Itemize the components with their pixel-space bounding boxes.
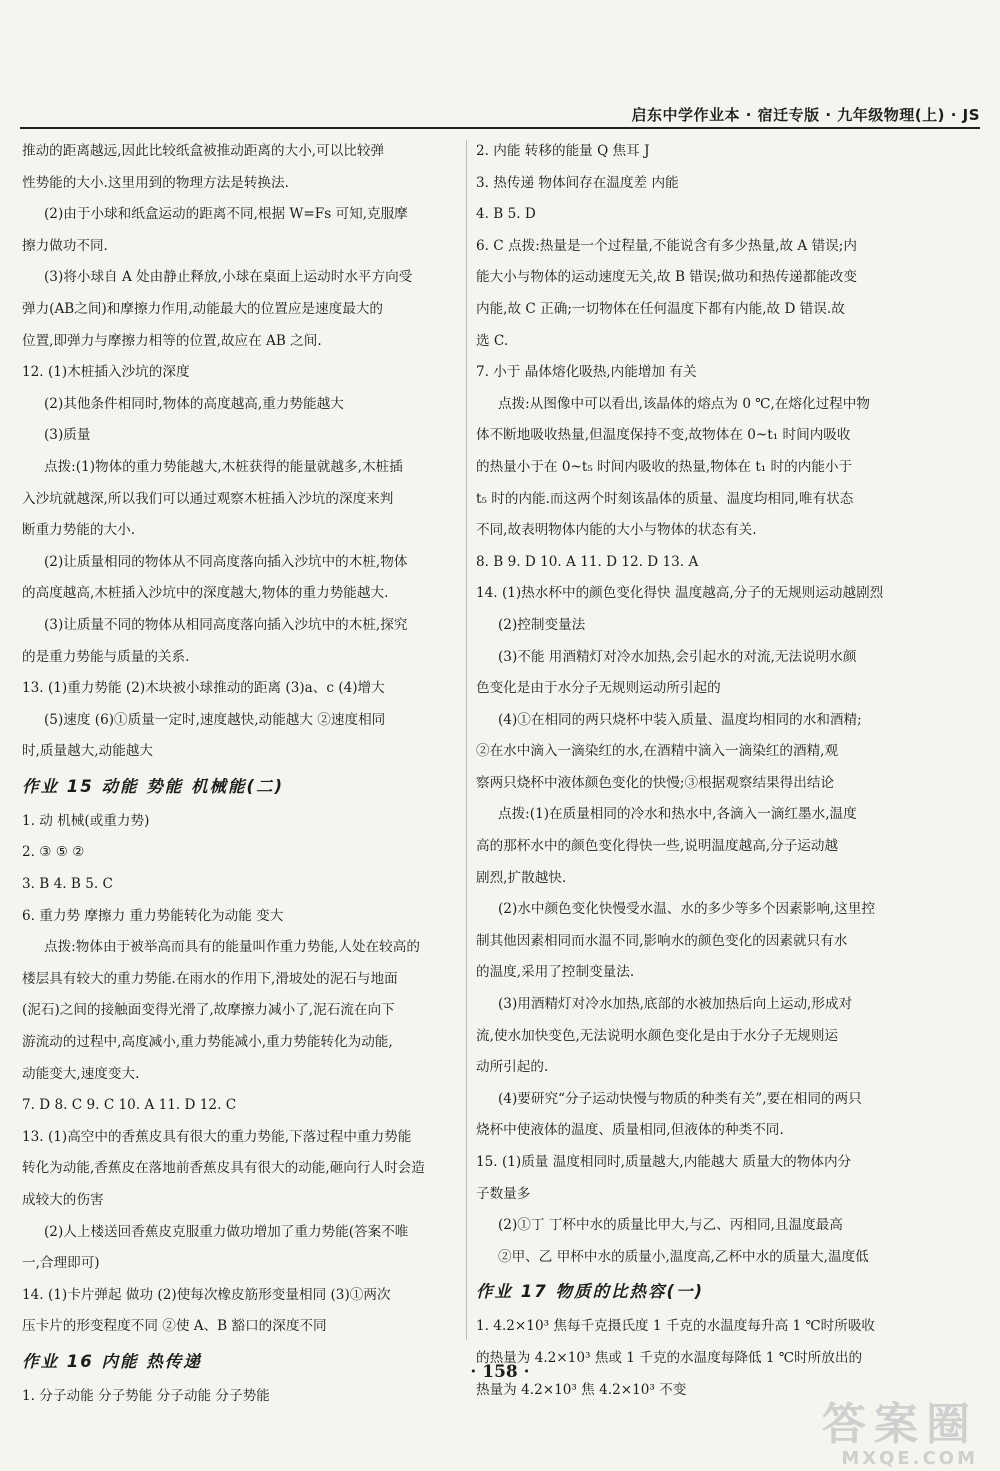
right-text-line: 流,使水加快变色,无法说明水颜色变化是由于水分子无规则运 [476, 1027, 839, 1044]
header-rule [20, 127, 980, 129]
right-text-line: t₅ 时的内能.而这两个时刻该晶体的质量、温度均相同,唯有状态 [476, 490, 854, 507]
left-text-line: 2. ③ ⑤ ② [22, 844, 85, 861]
left-text-line: 游流动的过程中,高度减小,重力势能减小,重力势能转化为动能, [22, 1034, 393, 1051]
right-text-line: 的温度,采用了控制变量法. [476, 964, 635, 981]
right-text-line: 烧杯中使液体的温度、质量相同,但液体的种类不同. [476, 1122, 784, 1139]
right-section-heading: 作业 17 物质的比热容(一) [476, 1282, 705, 1302]
watermark-main: 答案圈 [822, 1399, 978, 1450]
right-text-line: ②在水中滴入一滴染红的水,在酒精中滴入一滴染红的酒精,观 [476, 743, 839, 760]
right-text-line: 的热量为 4.2×10³ 焦或 1 千克的水温度每降低 1 ℃时所放出的 [476, 1349, 863, 1366]
right-text-line: 14. (1)热水杯中的颜色变化得快 温度越高,分子的无规则运动越剧烈 [476, 585, 884, 602]
right-text-line: 能大小与物体的运动速度无关,故 B 错误;做功和热传递都能改变 [476, 269, 857, 286]
right-text-line: 剧烈,扩散越快. [476, 869, 567, 886]
right-text-line: (2)①丁 丁杯中水的质量比甲大,与乙、丙相同,且温度最高 [498, 1217, 843, 1234]
left-text-line: (2)其他条件相同时,物体的高度越高,重力势能越大 [44, 395, 344, 412]
left-text-line: (5)速度 (6)①质量一定时,速度越快,动能越大 ②速度相同 [44, 711, 386, 728]
left-text-line: (2)让质量相同的物体从不同高度落向插入沙坑中的木桩,物体 [44, 553, 408, 570]
left-text-line: 断重力势能的大小. [22, 522, 136, 539]
left-text-line: 1. 动 机械(或重力势) [22, 812, 150, 829]
right-text-line: 8. B 9. D 10. A 11. D 12. D 13. A [476, 553, 699, 570]
right-text-line: 7. 小于 晶体熔化吸热,内能增加 有关 [476, 364, 697, 381]
right-text-line: 高的那杯水中的颜色变化得快一些,说明温度越高,分子运动越 [476, 838, 839, 855]
left-text-line: 14. (1)卡片弹起 做功 (2)使每次橡皮筋形变量相同 (3)①两次 [22, 1286, 391, 1303]
left-text-line: (泥石)之间的接触面变得光滑了,故摩擦力减小了,泥石流在向下 [22, 1002, 395, 1019]
right-text-line: 内能,故 C 正确;一切物体在任何温度下都有内能,故 D 错误.故 [476, 300, 845, 317]
left-section-heading: 作业 15 动能 势能 机械能(二) [22, 776, 285, 796]
left-text-line: (3)将小球自 A 处由静止释放,小球在桌面上运动时水平方向受 [44, 269, 413, 286]
left-text-line: 1. 分子动能 分子势能 分子动能 分子势能 [22, 1387, 270, 1404]
left-text-line: 12. (1)木桩插入沙坑的深度 [22, 364, 190, 381]
right-text-line: 体不断地吸收热量,但温度保持不变,故物体在 0~t₁ 时间内吸收 [476, 427, 851, 444]
right-text-line: 2. 内能 转移的能量 Q 焦耳 J [476, 143, 650, 159]
right-text-line: 的热量小于在 0~t₅ 时间内吸收的热量,物体在 t₁ 时的内能小于 [476, 458, 853, 475]
left-text-line: 楼层具有较大的重力势能.在雨水的作用下,滑坡处的泥石与地面 [22, 970, 398, 987]
right-text-line: 色变化是由于水分子无规则运动所引起的 [476, 680, 721, 697]
left-text-line: (3)质量 [44, 427, 91, 444]
right-text-line: 热量为 4.2×10³ 焦 4.2×10³ 不变 [476, 1381, 687, 1398]
right-text-line: (3)用酒精灯对冷水加热,底部的水被加热后向上运动,形成对 [498, 996, 853, 1013]
left-text-line: 13. (1)高空中的香蕉皮具有很大的重力势能,下落过程中重力势能 [22, 1128, 412, 1145]
right-text-line: 察两只烧杯中液体颜色变化的快慢;③根据观察结果得出结论 [476, 774, 835, 791]
left-text-line: 压卡片的形变程度不同 ②使 A、B 豁口的深度不同 [22, 1318, 327, 1335]
left-text-line: 弹力(AB之间)和摩擦力作用,动能最大的位置应是速度最大的 [22, 300, 383, 317]
left-text-line: 6. 重力势 摩擦力 重力势能转化为动能 变大 [22, 907, 284, 924]
right-text-line: 15. (1)质量 温度相同时,质量越大,内能越大 质量大的物体内分 [476, 1154, 852, 1170]
left-text-line: 擦力做功不同. [22, 237, 108, 254]
right-text-line: (3)不能 用酒精灯对冷水加热,会引起水的对流,无法说明水颜 [498, 648, 857, 665]
left-text-line: 推动的距离越远,因此比较纸盒被推动距离的大小,可以比较弹 [22, 143, 385, 159]
right-column [476, 136, 914, 1406]
left-text-line: 动能变大,速度变大. [22, 1065, 140, 1082]
right-text-line: (2)水中颜色变化快慢受水温、水的多少等多个因素影响,这里控 [498, 901, 876, 918]
right-text-line: 点拨:从图像中可以看出,该晶体的熔点为 0 ℃,在熔化过程中物 [498, 395, 870, 412]
right-text-line: 制其他因素相同而水温不同,影响水的颜色变化的因素就只有水 [476, 932, 848, 949]
page-number: · 158 · [470, 1362, 530, 1382]
right-text-line: 3. 热传递 物体间存在温度差 内能 [476, 174, 679, 191]
running-header: 启东中学作业本 · 宿迁专版 · 九年级物理(上) · JS [631, 106, 980, 124]
left-text-line: 点拨:(1)物体的重力势能越大,木桩获得的能量就越多,木桩插 [44, 458, 403, 475]
left-text-line: 性势能的大小.这里用到的物理方法是转换法. [22, 174, 289, 191]
left-text-line: 入沙坑就越深,所以我们可以通过观察木桩插入沙坑的深度来判 [22, 490, 394, 507]
left-text-line: 时,质量越大,动能越大 [22, 743, 153, 760]
column-divider [466, 140, 467, 1340]
right-text-line: 4. B 5. D [476, 206, 536, 223]
left-text-line: (2)由于小球和纸盒运动的距离不同,根据 W=Fs 可知,克服摩 [44, 206, 408, 223]
right-text-line: 动所引起的. [476, 1059, 549, 1076]
left-text-line: 点拨:物体由于被举高而具有的能量叫作重力势能,人处在较高的 [44, 939, 420, 956]
left-section-heading: 作业 16 内能 热传递 [22, 1351, 202, 1371]
right-text-line: 不同,故表明物体内能的大小与物体的状态有关. [476, 522, 757, 539]
right-text-line: 点拨:(1)在质量相同的冷水和热水中,各滴入一滴红墨水,温度 [498, 806, 857, 823]
right-text-line: 6. C 点拨:热量是一个过程量,不能说含有多少热量,故 A 错误;内 [476, 237, 857, 254]
left-text-line: 成较大的伤害 [22, 1192, 104, 1208]
left-text-line: 的高度越高,木桩插入沙坑中的深度越大,物体的重力势能越大. [22, 585, 389, 602]
left-text-line: (2)人上楼送回香蕉皮克服重力做功增加了重力势能(答案不唯 [44, 1223, 409, 1240]
right-text-line: 1. 4.2×10³ 焦每千克摄氏度 1 千克的水温度每升高 1 ℃时所吸收 [476, 1318, 876, 1335]
right-text-line: 子数量多 [476, 1185, 531, 1202]
left-text-line: 一,合理即可) [22, 1255, 100, 1272]
left-text-line: 3. B 4. B 5. C [22, 876, 113, 893]
left-column [22, 136, 462, 1413]
left-text-line: 13. (1)重力势能 (2)木块被小球推动的距离 (3)a、c (4)增大 [22, 680, 385, 697]
right-text-line: ②甲、乙 甲杯中水的质量小,温度高,乙杯中水的质量大,温度低 [498, 1248, 869, 1265]
right-text-line: (4)①在相同的两只烧杯中装入质量、温度均相同的水和酒精; [498, 711, 862, 728]
left-text-line: 7. D 8. C 9. C 10. A 11. D 12. C [22, 1097, 237, 1114]
right-text-line: (4)要研究“分子运动快慢与物质的种类有关”,要在相同的两只 [498, 1090, 862, 1107]
right-text-line: 选 C. [476, 332, 509, 349]
watermark-logo [822, 1399, 978, 1469]
watermark-sub: MXQE.COM [841, 1448, 978, 1469]
left-text-line: (3)让质量不同的物体从相同高度落向插入沙坑中的木桩,探究 [44, 616, 408, 633]
left-text-line: 的是重力势能与质量的关系. [22, 648, 190, 665]
right-text-line: (2)控制变量法 [498, 616, 586, 633]
left-text-line: 转化为动能,香蕉皮在落地前香蕉皮具有很大的动能,砸向行人时会造 [22, 1160, 425, 1177]
left-text-line: 位置,即弹力与摩擦力相等的位置,故应在 AB 之间. [22, 332, 322, 349]
